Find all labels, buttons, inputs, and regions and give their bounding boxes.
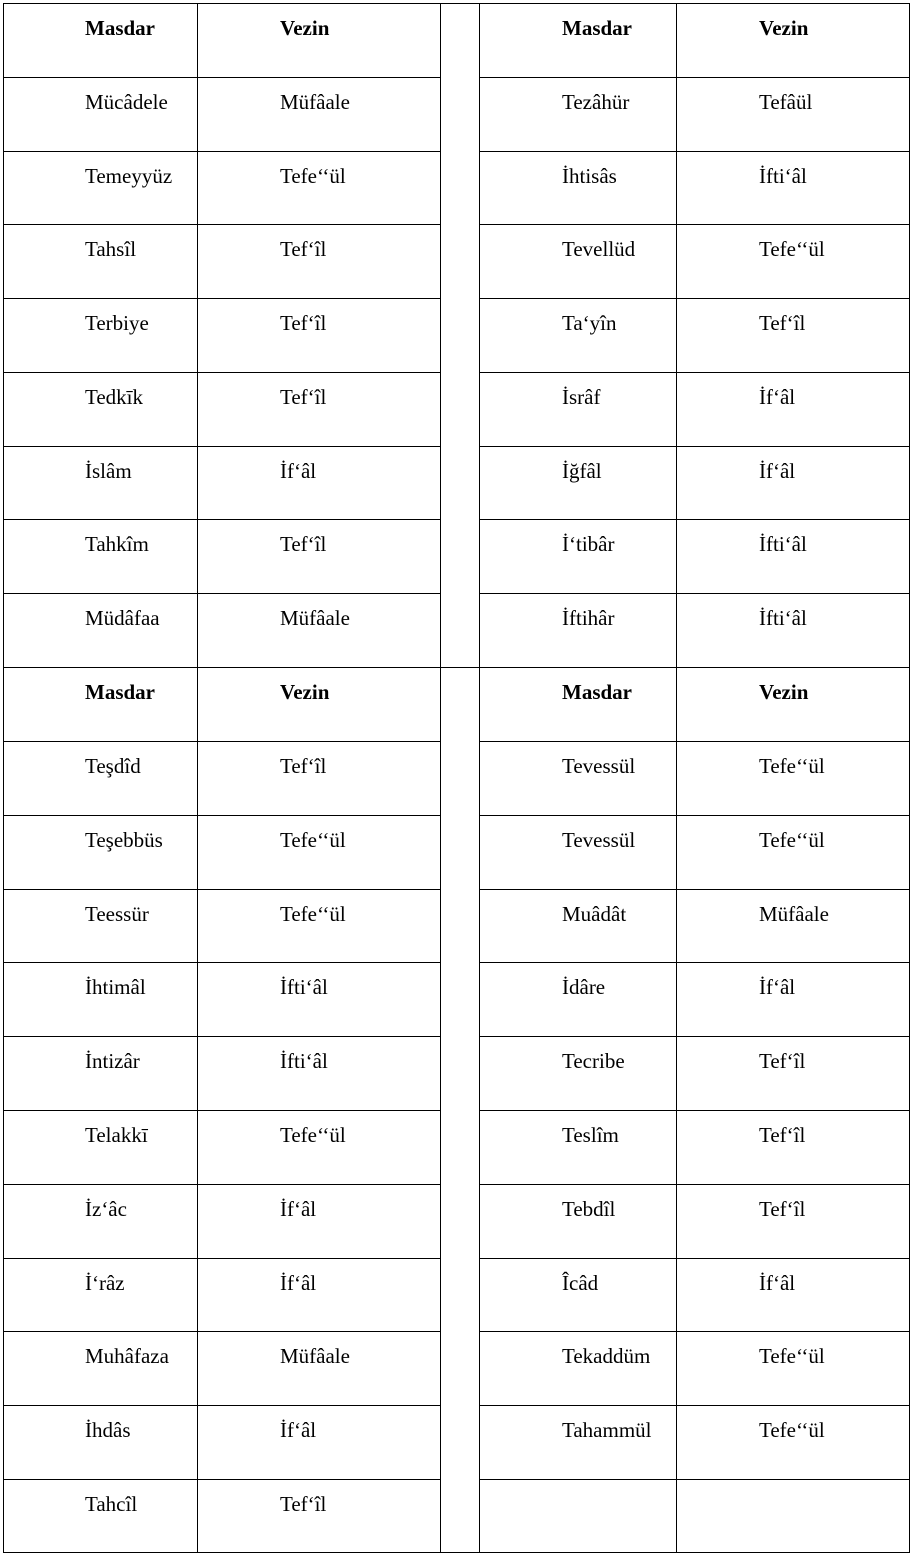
masdar-cell: Muhâfaza [85, 1344, 169, 1368]
vezin-cell: Tefe‘‘ül [759, 237, 825, 261]
masdar-cell: Tahkîm [85, 532, 149, 556]
vezin-cell: Tefe‘‘ül [759, 754, 825, 778]
vezin-cell: Tef‘îl [759, 311, 806, 335]
row-rule-right [479, 667, 910, 668]
vezin-cell: Tef‘îl [280, 385, 327, 409]
gap-rule [440, 3, 480, 4]
vezin-cell: İfti‘âl [280, 975, 328, 999]
masdar-cell: İ‘tibâr [562, 532, 615, 556]
vezin-cell: İfti‘âl [759, 606, 807, 630]
masdar-cell: Tekaddüm [562, 1344, 651, 1368]
row-rule-left [3, 667, 441, 668]
row-rule-right [479, 1479, 910, 1480]
vezin-cell: Müfâale [280, 90, 350, 114]
vezin-cell: Tef‘îl [280, 754, 327, 778]
vezin-cell: Tef‘îl [280, 1492, 327, 1516]
header-vezin: Vezin [280, 16, 330, 40]
vezin-cell: İf‘âl [759, 459, 796, 483]
masdar-cell: Mücâdele [85, 90, 168, 114]
vezin-cell: Müfâale [280, 606, 350, 630]
vezin-cell: Tefe‘‘ül [759, 1344, 825, 1368]
row-rule-left [3, 151, 441, 152]
row-rule-left [3, 372, 441, 373]
masdar-cell: Tedkīk [85, 385, 144, 409]
vezin-cell: Tef‘îl [280, 311, 327, 335]
vezin-cell: İf‘âl [759, 975, 796, 999]
gap-rule [440, 1552, 480, 1553]
vezin-cell: Tefe‘‘ül [759, 1418, 825, 1442]
masdar-cell: Tevessül [562, 828, 636, 852]
vezin-cell: İfti‘âl [759, 532, 807, 556]
row-rule-left [3, 1036, 441, 1037]
masdar-cell: İğfâl [562, 459, 602, 483]
row-rule-right [479, 1184, 910, 1185]
masdar-cell: İhdâs [85, 1418, 131, 1442]
masdar-cell: İsrâf [562, 385, 601, 409]
row-rule-right [479, 1036, 910, 1037]
masdar-cell: Tecribe [562, 1049, 625, 1073]
masdar-cell: İntizâr [85, 1049, 140, 1073]
masdar-cell: Tahsîl [85, 237, 137, 261]
masdar-cell: İhtimâl [85, 975, 146, 999]
masdar-cell: Müdâfaa [85, 606, 160, 630]
vezin-cell: Tefe‘‘ül [759, 828, 825, 852]
row-rule-left [3, 446, 441, 447]
row-rule-left [3, 224, 441, 225]
vezin-cell: Tef‘îl [280, 237, 327, 261]
row-rule-left [3, 1258, 441, 1259]
row-rule-left [3, 1331, 441, 1332]
row-rule-left [3, 889, 441, 890]
vezin-cell: İf‘âl [280, 1197, 317, 1221]
row-rule-right [479, 1331, 910, 1332]
masdar-cell: Terbiye [85, 311, 149, 335]
masdar-cell: İslâm [85, 459, 132, 483]
row-rule-right [479, 446, 910, 447]
row-rule-left [3, 1479, 441, 1480]
header-masdar: Masdar [85, 16, 155, 40]
row-rule-left [3, 1184, 441, 1185]
vezin-cell: Müfâale [759, 902, 829, 926]
row-rule-right [479, 519, 910, 520]
masdar-cell: Teşebbüs [85, 828, 163, 852]
masdar-cell: Muâdât [562, 902, 627, 926]
row-rule-right [479, 224, 910, 225]
masdar-cell: Tebdîl [562, 1197, 616, 1221]
vezin-cell: İfti‘âl [280, 1049, 328, 1073]
masdar-cell: Temeyyüz [85, 164, 173, 188]
row-rule-right [479, 298, 910, 299]
table-border-left-right [440, 3, 441, 1553]
vezin-cell: İf‘âl [280, 1418, 317, 1442]
masdar-cell: Îcâd [562, 1271, 599, 1295]
row-rule-right [479, 151, 910, 152]
masdar-cell: İftihâr [562, 606, 615, 630]
row-rule-left [3, 1110, 441, 1111]
masdar-cell: Teşdîd [85, 754, 141, 778]
masdar-cell: Teslîm [562, 1123, 619, 1147]
row-rule-right [479, 962, 910, 963]
vezin-cell: İf‘âl [280, 1271, 317, 1295]
vezin-cell: Tefe‘‘ül [280, 1123, 346, 1147]
row-rule-left [3, 741, 441, 742]
vezin-cell: Tefe‘‘ül [280, 828, 346, 852]
header-masdar: Masdar [562, 16, 632, 40]
masdar-cell: Teessür [85, 902, 149, 926]
masdar-cell: İhtisâs [562, 164, 617, 188]
vezin-cell: Tefâül [759, 90, 813, 114]
row-rule-left [3, 962, 441, 963]
row-rule-left [3, 3, 441, 4]
row-rule-left [3, 519, 441, 520]
row-rule-left [3, 77, 441, 78]
header-vezin: Vezin [759, 680, 809, 704]
masdar-cell: İ‘râz [85, 1271, 125, 1295]
table-border-right-left [479, 3, 480, 1553]
header-masdar: Masdar [562, 680, 632, 704]
gap-rule [440, 667, 480, 668]
vezin-cell: Tefe‘‘ül [280, 164, 346, 188]
vezin-cell: Müfâale [280, 1344, 350, 1368]
vezin-cell: İf‘âl [759, 385, 796, 409]
column-divider-left [197, 3, 198, 1553]
row-rule-right [479, 1110, 910, 1111]
vezin-cell: İfti‘âl [759, 164, 807, 188]
row-rule-left [3, 815, 441, 816]
masdar-cell: Tevellüd [562, 237, 636, 261]
row-rule-right [479, 815, 910, 816]
row-rule-right [479, 372, 910, 373]
column-divider-right [676, 3, 677, 1553]
row-rule-right [479, 593, 910, 594]
masdar-cell: Tahammül [562, 1418, 652, 1442]
row-rule-left [3, 593, 441, 594]
row-rule-right [479, 741, 910, 742]
row-rule-left [3, 298, 441, 299]
masdar-cell: İz‘âc [85, 1197, 127, 1221]
row-rule-right [479, 3, 910, 4]
vezin-cell: İf‘âl [280, 459, 317, 483]
vezin-cell: Tef‘îl [759, 1197, 806, 1221]
vezin-cell: Tef‘îl [759, 1049, 806, 1073]
masdar-cell: Tahcîl [85, 1492, 138, 1516]
vezin-cell: İf‘âl [759, 1271, 796, 1295]
masdar-cell: Ta‘yîn [562, 311, 617, 335]
row-rule-left [3, 1552, 441, 1553]
masdar-cell: Tevessül [562, 754, 636, 778]
masdar-cell: Telakkī [85, 1123, 148, 1147]
masdar-cell: Tezâhür [562, 90, 630, 114]
masdar-cell: İdâre [562, 975, 606, 999]
row-rule-right [479, 1405, 910, 1406]
table-border-left [3, 3, 4, 1553]
header-vezin: Vezin [759, 16, 809, 40]
header-masdar: Masdar [85, 680, 155, 704]
row-rule-right [479, 889, 910, 890]
vezin-cell: Tefe‘‘ül [280, 902, 346, 926]
row-rule-left [3, 1405, 441, 1406]
table-border-right [909, 3, 910, 1553]
row-rule-right [479, 77, 910, 78]
vezin-cell: Tef‘îl [280, 532, 327, 556]
header-vezin: Vezin [280, 680, 330, 704]
row-rule-right [479, 1552, 910, 1553]
vezin-cell: Tef‘îl [759, 1123, 806, 1147]
row-rule-right [479, 1258, 910, 1259]
